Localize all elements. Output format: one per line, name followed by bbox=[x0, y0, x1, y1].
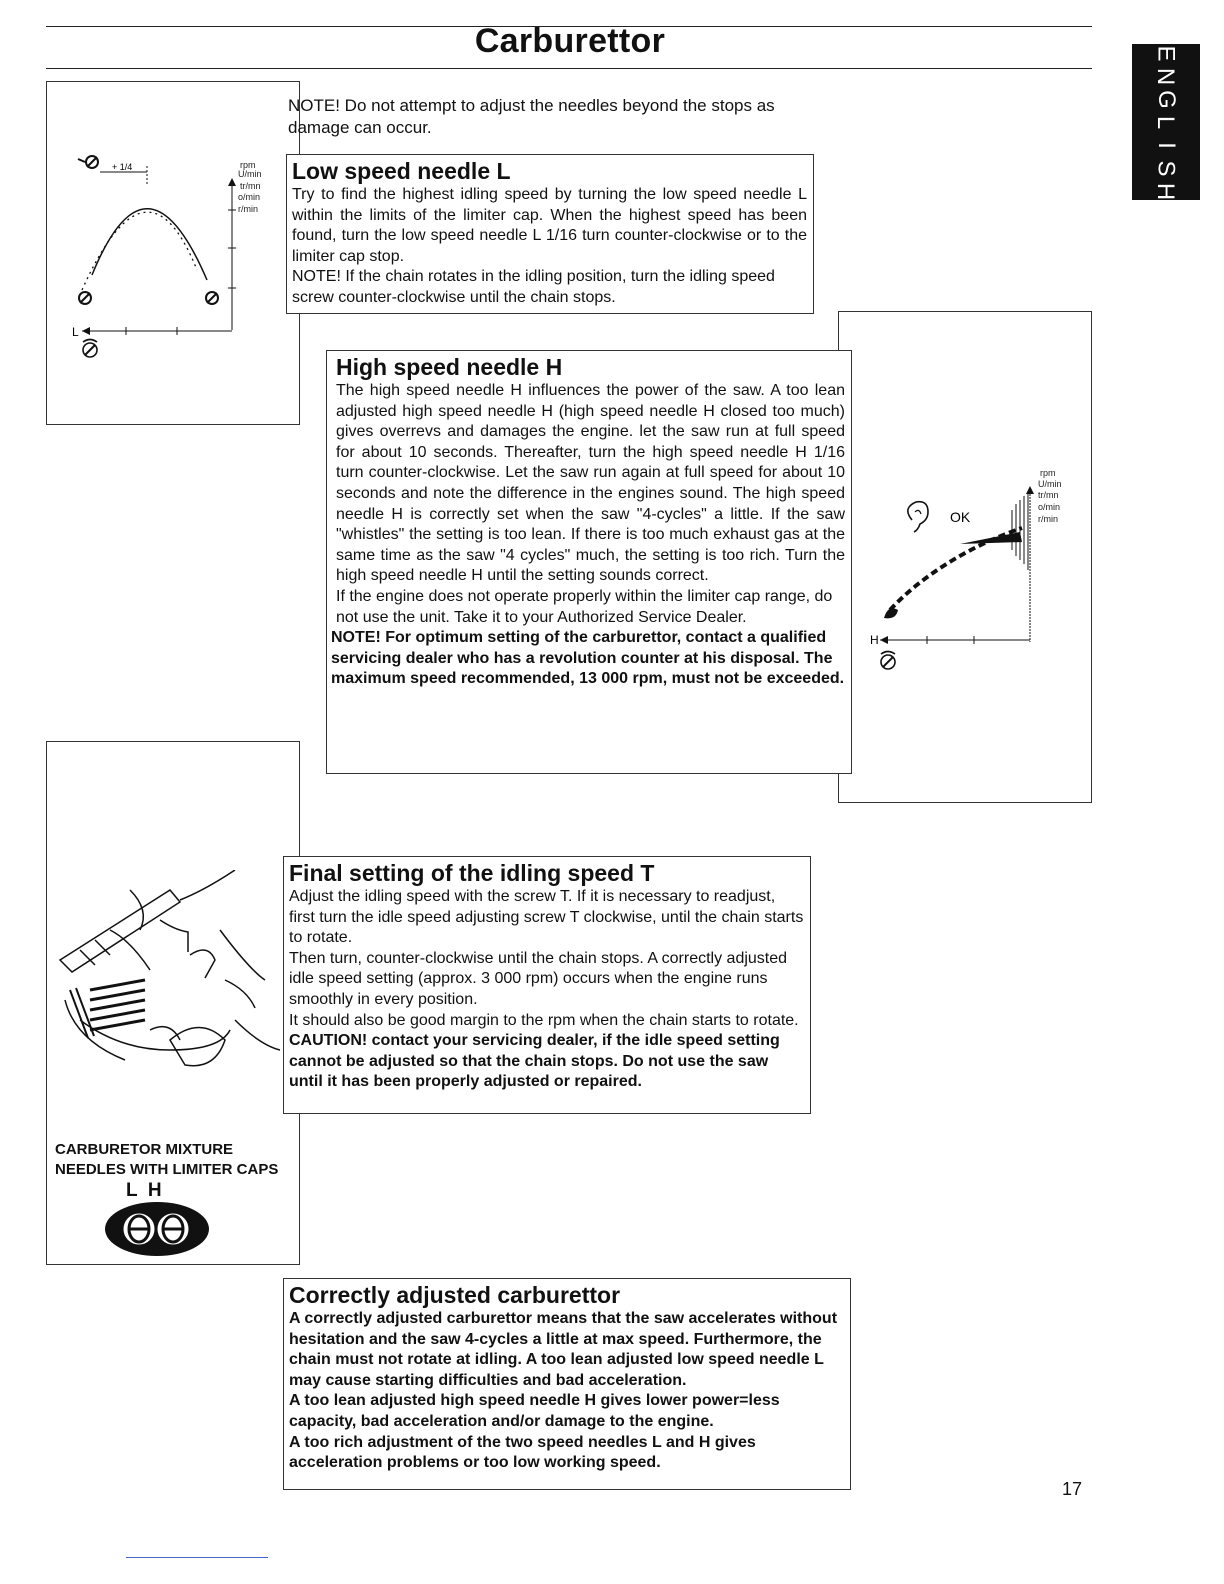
low-speed-paragraph-2: NOTE! If the chain rotates in the idling position, turn the idling speed screw counter-clockwise until the chain stops. bbox=[292, 268, 775, 306]
high-speed-diagram bbox=[862, 460, 1084, 680]
high-speed-box bbox=[326, 350, 852, 774]
high-speed-heading: High speed needle H bbox=[336, 354, 563, 380]
rpm-unit-h-4: o/min bbox=[1038, 502, 1061, 512]
rpm-unit-3: tr/mn bbox=[240, 181, 261, 191]
high-speed-note: NOTE! For optimum setting of the carburettor, contact a qualified servicing dealer who has a revolution counter at his disposal. The maximum speed recommended, 13 000 rpm, must not be exceeded. bbox=[331, 629, 845, 688]
header-rule-bottom bbox=[46, 68, 1092, 69]
rpm-unit-4: o/min bbox=[238, 192, 261, 202]
screw-icon-right bbox=[206, 292, 218, 304]
low-speed-heading: Low speed needle L bbox=[292, 158, 511, 184]
rpm-unit-5: r/min bbox=[238, 204, 258, 214]
idle-speed-box bbox=[283, 856, 811, 1114]
caption-line-2: NEEDLES WITH LIMITER CAPS bbox=[55, 1161, 279, 1178]
caption-line-1: CARBURETOR MIXTURE bbox=[55, 1141, 234, 1158]
idle-paragraph-1: Adjust the idling speed with the screw T. If it is necessary to readjust, first turn the idle speed adjusting screw T clockwise, until the chain starts to rotate. bbox=[289, 888, 804, 947]
top-note: NOTE! Do not attempt to adjust the needles beyond the stops as damage can occur. bbox=[288, 96, 775, 137]
idle-caution: CAUTION! contact your servicing dealer, if the idle speed setting cannot be adjusted so that the chain stops. Do not use the saw until it has been properly adjusted or repaired. bbox=[289, 1032, 780, 1091]
correct-paragraph-1: A correctly adjusted carburettor means that the saw accelerates without hesitation and the saw 4-cycles a little at max speed. Furthermore, the chain must not rotate at idling. A too lean adjusted low speed needle L may cause starting difficulties and bad acceleration. bbox=[289, 1310, 838, 1389]
turn-label: + 1/4 bbox=[112, 162, 133, 172]
screw-icon-left bbox=[79, 292, 91, 304]
limiter-caps-icon bbox=[102, 1200, 212, 1258]
rpm-unit-h-1: rpm bbox=[1040, 468, 1056, 478]
low-speed-paragraph-1: Try to find the highest idling speed by turning the low speed needle L within the limits of the limiter cap. When the highest speed has been found, turn the low speed needle L 1/16 turn counter-clockwise or to the limiter cap stop. bbox=[292, 186, 807, 265]
rpm-unit-h-3: tr/mn bbox=[1038, 490, 1059, 500]
carburetor-illustration bbox=[50, 870, 290, 1090]
idle-speed-heading: Final setting of the idling speed T bbox=[289, 860, 655, 886]
high-speed-paragraph-1: The high speed needle H influences the power of the saw. A too lean adjusted high speed needle H (high speed needle H closed too much) gives overrevs and damages the engine. let the saw run at full speed for about 10 seconds. Thereafter, turn the high speed needle H 1/16 turn counter-clockwise. Let the saw run again at full speed for about 10 seconds and note the difference in the engines sound. The high speed needle H is correctly set when the saw "4-cycles" a little. If the saw "whistles" the setting is too lean. If there is too much exhaust gas at the same time as the saw "4 cycles" much, the setting is too rich. Turn the high speed needle H until the setting sounds correct. bbox=[336, 382, 845, 585]
rpm-unit-h-5: r/min bbox=[1038, 514, 1058, 524]
needle-labels: L H bbox=[126, 1180, 162, 1201]
correct-paragraph-2: A too lean adjusted high speed needle H gives lower power=less capacity, bad acceleration and/or damage to the engine. bbox=[289, 1392, 780, 1430]
footer-line bbox=[126, 1557, 268, 1558]
header-rule-top bbox=[46, 26, 1092, 27]
screwdriver-icon-h bbox=[881, 652, 895, 670]
page-title: Carburettor bbox=[474, 22, 666, 60]
ok-label: OK bbox=[950, 509, 971, 525]
rpm-unit-1: rpm bbox=[240, 160, 256, 170]
axis-letter-h: H bbox=[870, 633, 879, 647]
rpm-unit-h-2: U/min bbox=[1038, 479, 1062, 489]
ear-icon bbox=[908, 502, 928, 532]
rpm-unit-2: U/min bbox=[238, 169, 262, 179]
carburetor-caption bbox=[55, 1140, 278, 1180]
high-speed-paragraph-2: If the engine does not operate properly within the limiter cap range, do not use the unit. Take it to your Authorized Service Dealer. bbox=[336, 587, 833, 626]
screwdriver-icon bbox=[83, 340, 97, 358]
correct-heading: Correctly adjusted carburettor bbox=[289, 1282, 621, 1308]
language-tab: E N G L I S H bbox=[1132, 44, 1200, 200]
axis-letter-l: L bbox=[72, 325, 79, 339]
idle-paragraph-2: Then turn, counter-clockwise until the chain stops. A correctly adjusted idle speed setting (approx. 3 000 rpm) occurs when the engine runs smoothly in every position. bbox=[289, 949, 788, 1008]
low-speed-box bbox=[286, 154, 814, 314]
correct-paragraph-3: A too rich adjustment of the two speed needles L and H gives acceleration problems or too low working speed. bbox=[289, 1433, 756, 1472]
low-speed-diagram bbox=[52, 150, 288, 370]
idle-paragraph-3: It should also be good margin to the rpm when the chain starts to rotate. bbox=[289, 1011, 799, 1029]
screw-icon-top bbox=[78, 156, 98, 168]
correct-carburettor-box bbox=[283, 1278, 851, 1490]
page-number: 17 bbox=[1062, 1479, 1083, 1499]
